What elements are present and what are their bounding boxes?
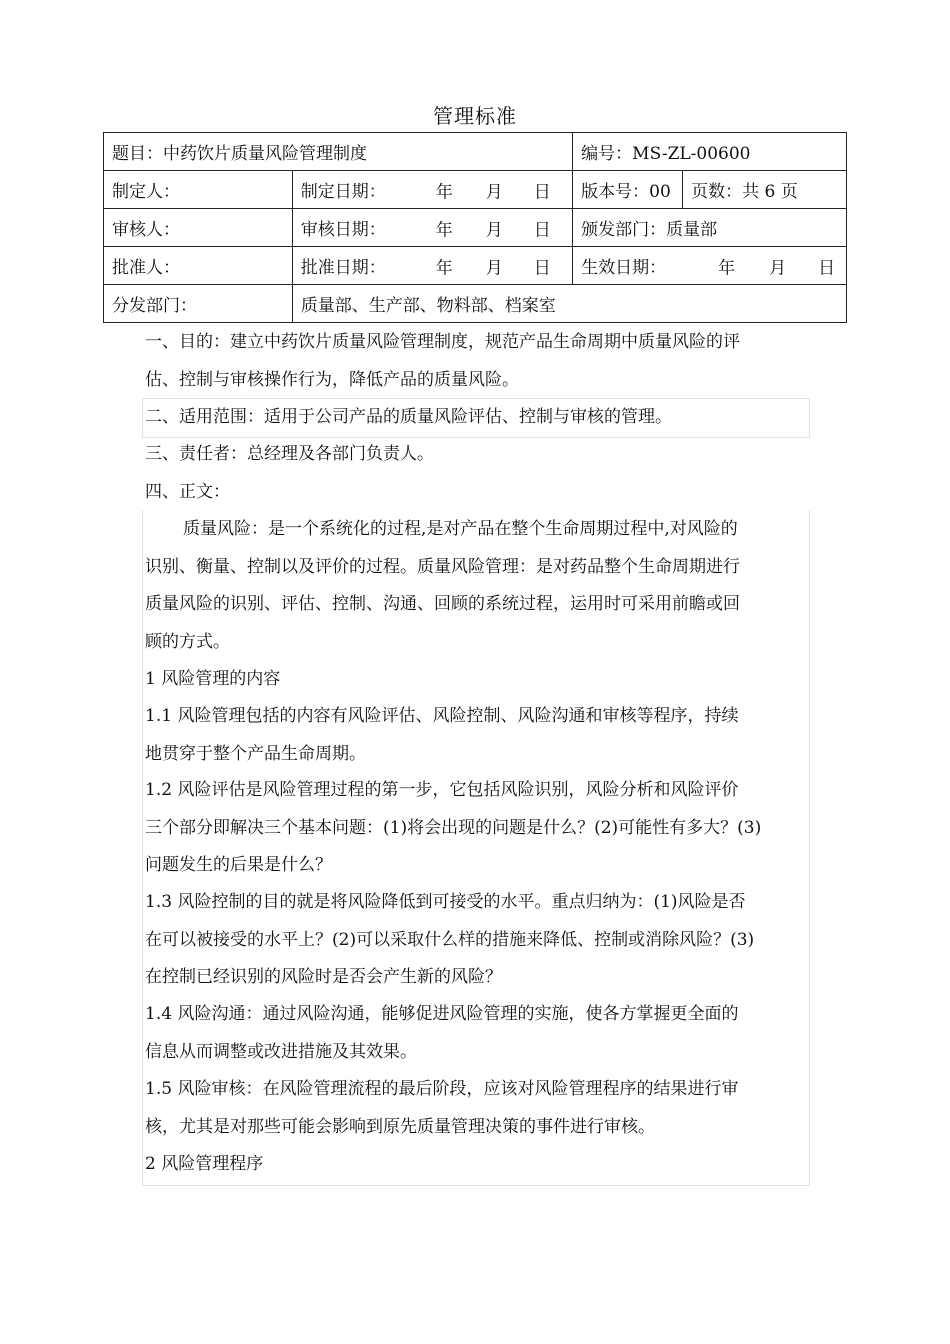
header-row-distribution (104, 285, 847, 323)
section-1-2 (145, 772, 815, 885)
effective-date-label: 生效日期： (581, 258, 667, 278)
distribution-label-cell: 分发部门： (104, 285, 293, 323)
main-heading: 四、正文： (145, 482, 230, 502)
draft-date-month: 月 (485, 182, 503, 202)
section-1-heading: 1 风险管理的内容 (145, 669, 281, 689)
section-1-2-line-1: 1.2 风险评估是风险管理过程的第一步，它包括风险识别，风险分析和风险评价 (145, 780, 739, 800)
draft-date-label: 制定日期： (300, 182, 386, 202)
reviewer-cell: 审核人： (104, 209, 293, 247)
section-1-2-line-3: 问题发生的后果是什么？ (145, 855, 332, 875)
section-1-1-line-2: 地贯穿于整个产品生命周期。 (145, 743, 366, 764)
section-1-1-line-1: 1.1 风险管理包括的内容有风险评估、风险控制、风险沟通和审核等程序，持续 (145, 706, 739, 726)
draft-date-year: 年 (435, 182, 453, 202)
section-1-5-line-1: 1.5 风险审核：在风险管理流程的最后阶段，应该对风险管理程序的结果进行审 (145, 1079, 739, 1099)
review-date-cell (292, 209, 572, 247)
code-cell: 编号：MS-ZL-00600 (573, 133, 847, 171)
header-row-approver (104, 247, 847, 285)
section-1-5 (145, 1071, 815, 1146)
review-date-label: 审核日期： (300, 220, 386, 240)
scope-paragraph: 二、适用范围：适用于公司产品的质量风险评估、控制与审核的管理。 (145, 407, 672, 427)
effective-date-year: 年 (718, 258, 736, 278)
purpose-line-2: 估、控制与审核操作行为，降低产品的质量风险。 (145, 369, 519, 390)
draft-date-day: 日 (533, 182, 551, 202)
section-1-3-line-2: 在可以被接受的水平上？(2)可以采取什么样的措施来降低、控制或消除风险？(3) (145, 929, 755, 950)
issue-dept-cell: 颁发部门：质量部 (573, 209, 847, 247)
header-row-reviewer (104, 209, 847, 247)
section-1-3 (145, 884, 815, 997)
responsibility-paragraph: 三、责任者：总经理及各部门负责人。 (145, 444, 434, 464)
review-date-month: 月 (485, 220, 503, 240)
section-1-4-line-2: 信息从而调整或改进措施及其效果。 (145, 1041, 417, 1062)
review-date-year: 年 (435, 220, 453, 240)
header-row-subject (104, 133, 847, 171)
effective-date-day: 日 (818, 258, 836, 278)
document-title: 管理标准 (433, 104, 517, 128)
pages-cell: 页数：共 6 页 (683, 171, 847, 209)
approve-date-label: 批准日期： (300, 258, 386, 278)
intro-line-4: 顾的方式。 (145, 631, 230, 652)
review-date-day: 日 (533, 220, 551, 240)
version-cell: 版本号：00 (573, 171, 683, 209)
section-1-2-line-2: 三个部分即解决三个基本问题：(1)将会出现的问题是什么？(2)可能性有多大？(3) (145, 817, 762, 838)
section-1-3-line-3: 在控制已经识别的风险时是否会产生新的风险？ (145, 967, 502, 987)
effective-date-cell (573, 247, 847, 285)
subject-cell: 题目：中药饮片质量风险管理制度 (104, 133, 573, 171)
intro-line-1: 质量风险：是一个系统化的过程,是对产品在整个生命周期过程中,对风险的 (183, 519, 738, 539)
section-1-5-line-2: 核，尤其是对那些可能会影响到原先质量管理决策的事件进行审核。 (145, 1116, 655, 1137)
header-row-drafter (104, 171, 847, 209)
drafter-cell: 制定人： (104, 171, 293, 209)
approve-date-cell (292, 247, 572, 285)
purpose-line-1: 一、目的：建立中药饮片质量风险管理制度，规范产品生命周期中质量风险的评 (145, 332, 740, 352)
intro-paragraph (145, 511, 815, 661)
approve-date-month: 月 (485, 258, 503, 278)
section-1-1 (145, 698, 815, 773)
intro-line-3: 质量风险的识别、评估、控制、沟通、回顾的系统过程，运用时可采用前瞻或回 (145, 594, 740, 614)
purpose-paragraph (145, 324, 815, 399)
section-1-4-line-1: 1.4 风险沟通：通过风险沟通，能够促进风险管理的实施，使各方掌握更全面的 (145, 1004, 739, 1024)
distribution-value-cell: 质量部、生产部、物料部、档案室 (292, 285, 846, 323)
draft-date-cell (292, 171, 572, 209)
approve-date-year: 年 (435, 258, 453, 278)
approver-cell: 批准人： (104, 247, 293, 285)
section-2-heading: 2 风险管理程序 (145, 1154, 264, 1174)
intro-line-2: 识别、衡量、控制以及评价的过程。质量风险管理：是对药品整个生命周期进行 (145, 556, 740, 577)
approve-date-day: 日 (533, 258, 551, 278)
effective-date-month: 月 (769, 258, 787, 278)
section-1-3-line-1: 1.3 风险控制的目的就是将风险降低到可接受的水平。重点归纳为：(1)风险是否 (145, 892, 746, 912)
section-1-4 (145, 996, 815, 1071)
document-header-table (103, 132, 847, 323)
